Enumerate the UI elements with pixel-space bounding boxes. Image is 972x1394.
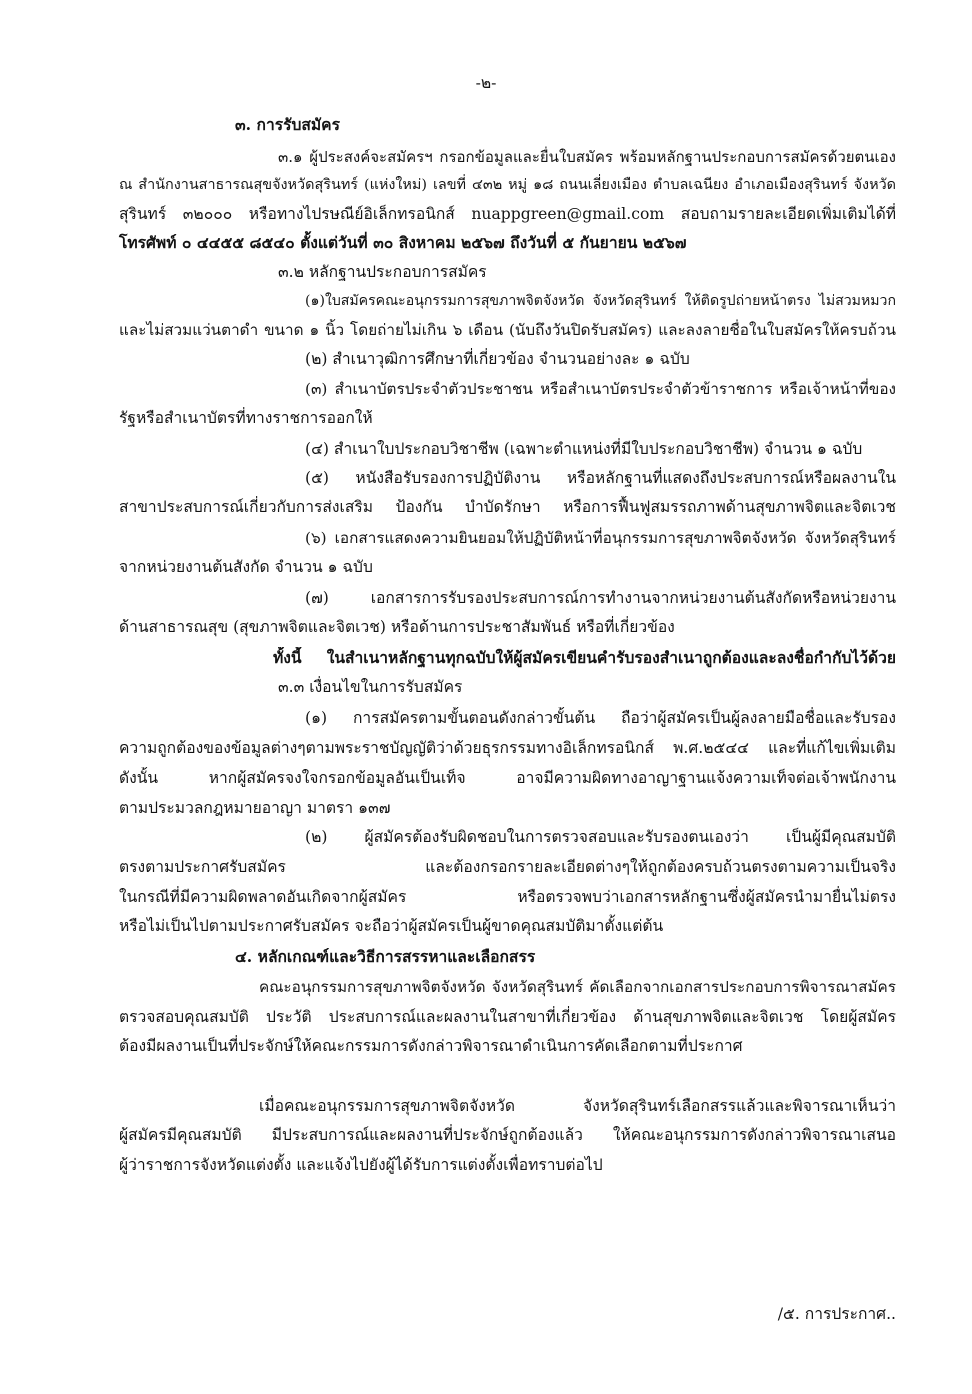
section-4-paragraph-2-line-3: ผู้ว่าราชการจังหวัดแต่งตั้ง และแจ้งไปยังผู้ได้รับการแต่งตั้งเพื่อทราบต่อไป — [119, 1156, 603, 1174]
condition-1-line-4: ตามประมวลกฎหมายอาญา มาตรา ๑๓๗ — [119, 799, 391, 817]
item-7-line-2: ด้านสาธารณสุข (สุขภาพจิตและจิตเวช) หรือด้านการประชาสัมพันธ์ หรือที่เกี่ยวข้อง — [119, 618, 675, 636]
condition-2-line-2: ตรงตามประกาศรับสมัคร และต้องกรอกรายละเอียดต่างๆให้ถูกต้องครบถ้วนตรงตามความเป็นจริง — [119, 858, 896, 876]
paragraph-3-1-line-4: โทรศัพท์ ๐ ๔๔๕๕ ๘๕๔๐ ตั้งแต่วันที่ ๓๐ สิงหาคม ๒๕๖๗ ถึงวันที่ ๕ กันยายน ๒๕๖๗ — [119, 233, 687, 252]
item-6-line-2: จากหน่วยงานต้นสังกัด จำนวน ๑ ฉบับ — [119, 558, 373, 576]
item-2: (๒) สำเนาวุฒิการศึกษาที่เกี่ยวข้อง จำนวนอย่างละ ๑ ฉบับ — [305, 350, 690, 368]
section-4-heading: ๔. หลักเกณฑ์และวิธีการสรรหาและเลือกสรร — [235, 947, 536, 966]
item-6-line-1: (๖) เอกสารแสดงความยินยอมให้ปฏิบัติหน้าที่อนุกรรมการสุขภาพจิตจังหวัด จังหวัดสุรินทร์ — [305, 529, 896, 547]
item-5-line-1: (๕) หนังสือรับรองการปฏิบัติงาน หรือหลักฐานที่แสดงถึงประสบการณ์หรือผลงานใน — [305, 469, 896, 487]
condition-1-line-3: ดังนั้น หากผู้สมัครจงใจกรอกข้อมูลอันเป็นเท็จ อาจมีความผิดทางอาญาฐานแจ้งความเท็จต่อเจ้าพนักงาน — [119, 769, 896, 787]
section-4-paragraph-1-line-2: ตรวจสอบคุณสมบัติ ประวัติ ประสบการณ์และผลงานในสาขาที่เกี่ยวข้อง ด้านสุขภาพจิตและจิตเวช โดยผู้สมัคร — [119, 1008, 896, 1026]
paragraph-3-1-line-2: ณ สำนักงานสาธารณสุขจังหวัดสุรินทร์ (แห่งใหม่) เลขที่ ๔๓๒ หมู่ ๑๘ ถนนเลี่ยงเมือง ตำบลเฉนียง อำเภอเมืองสุรินทร์ จังหวัด — [119, 177, 896, 193]
section-3-heading: ๓. การรับสมัคร — [235, 115, 340, 134]
condition-2-line-1: (๒) ผู้สมัครต้องรับผิดชอบในการตรวจสอบและรับรองตนเองว่า เป็นผู้มีคุณสมบัติ — [305, 828, 896, 846]
item-7-line-1: (๗) เอกสารการรับรองประสบการณ์การทำงานจากหน่วยงานต้นสังกัดหรือหน่วยงาน — [305, 589, 896, 607]
section-3-2-heading: ๓.๒ หลักฐานประกอบการสมัคร — [278, 263, 487, 281]
section-3-3-heading: ๓.๓ เงื่อนไขในการรับสมัคร — [278, 678, 463, 696]
item-1-line-2: และไม่สวมแว่นตาดำ ขนาด ๑ นิ้ว โดยถ่ายไม่เกิน ๖ เดือน (นับถึงวันปิดรับสมัคร) และลงลายชื่อในใบสมัครให้ครบถ้วน — [119, 321, 896, 339]
section-4-paragraph-2-line-2: ผู้สมัครมีคุณสมบัติ มีประสบการณ์และผลงานที่ประจักษ์ถูกต้องแล้ว ให้คณะอนุกรรมการดังกล่าวพิจารณาเสนอ — [119, 1126, 896, 1144]
continuation-marker: /๕. การประกาศ.. — [777, 1305, 896, 1323]
section-4-paragraph-1-line-1: คณะอนุกรรมการสุขภาพจิตจังหวัด จังหวัดสุรินทร์ คัดเลือกจากเอกสารประกอบการพิจารณาสมัคร — [259, 978, 896, 996]
page-number: -๒- — [475, 74, 497, 92]
item-4: (๔) สำเนาใบประกอบวิชาชีพ (เฉพาะตำแหน่งที่มีใบประกอบวิชาชีพ) จำนวน ๑ ฉบับ — [305, 440, 863, 458]
condition-2-line-3: ในกรณีที่มีความผิดพลาดอันเกิดจากผู้สมัคร หรือตรวจพบว่าเอกสารหลักฐานซึ่งผู้สมัครนำมายื่นไม่ตรง — [119, 888, 896, 906]
condition-2-line-4: หรือไม่เป็นไปตามประกาศรับสมัคร จะถือว่าผู้สมัครเป็นผู้ขาดคุณสมบัติมาตั้งแต่ต้น — [119, 917, 664, 935]
section-4-paragraph-2-line-1: เมื่อคณะอนุกรรมการสุขภาพจิตจังหวัด จังหวัดสุรินทร์เลือกสรรแล้วและพิจารณาเห็นว่า — [259, 1097, 896, 1115]
item-1-line-1: (๑)ใบสมัครคณะอนุกรรมการสุขภาพจิตจังหวัด จังหวัดสุรินทร์ ให้ติดรูปถ่ายหน้าตรง ไม่สวมหมวก — [305, 293, 896, 309]
certify-note: ทั้งนี้ ในสำเนาหลักฐานทุกฉบับให้ผู้สมัครเขียนคำรับรองสำเนาถูกต้องและลงชื่อกำกับไว้ด้วย — [273, 648, 896, 667]
item-3-line-1: (๓) สำเนาบัตรประจำตัวประชาชน หรือสำเนาบัตรประจำตัวข้าราชการ หรือเจ้าหน้าที่ของ — [305, 380, 896, 398]
condition-1-line-1: (๑) การสมัครตามขั้นตอนดังกล่าวขั้นต้น ถือว่าผู้สมัครเป็นผู้ลงลายมือชื่อและรับรอง — [305, 709, 896, 727]
item-5-line-2: สาขาประสบการณ์เกี่ยวกับการส่งเสริม ป้องกัน บำบัดรักษา หรือการฟื้นฟูสมรรถภาพด้านสุขภาพจิตและจิตเวช — [119, 498, 896, 516]
paragraph-3-1-line-1: ๓.๑ ผู้ประสงค์จะสมัครฯ กรอกข้อมูลและยื่นใบสมัคร พร้อมหลักฐานประกอบการสมัครด้วยตนเอง — [278, 148, 896, 166]
section-4-paragraph-1-line-3: ต้องมีผลงานเป็นที่ประจักษ์ให้คณะกรรมการดังกล่าวพิจารณาดำเนินการคัดเลือกตามที่ประกาศ — [119, 1037, 743, 1055]
item-3-line-2: รัฐหรือสำเนาบัตรที่ทางราชการออกให้ — [119, 409, 373, 427]
paragraph-3-1-line-3: สุรินทร์ ๓๒๐๐๐ หรือทางไปรษณีย์อิเล็กทรอนิกส์ nuappgreen@gmail.com สอบถามรายละเอียดเพิ่มเติมได้ที่ — [119, 205, 896, 223]
condition-1-line-2: ความถูกต้องของข้อมูลต่างๆตามพระราชบัญญัติว่าด้วยธุรกรรมทางอิเล็กทรอนิกส์ พ.ศ.๒๕๔๔ และที่แก้ไขเพิ่มเติม — [119, 739, 896, 757]
